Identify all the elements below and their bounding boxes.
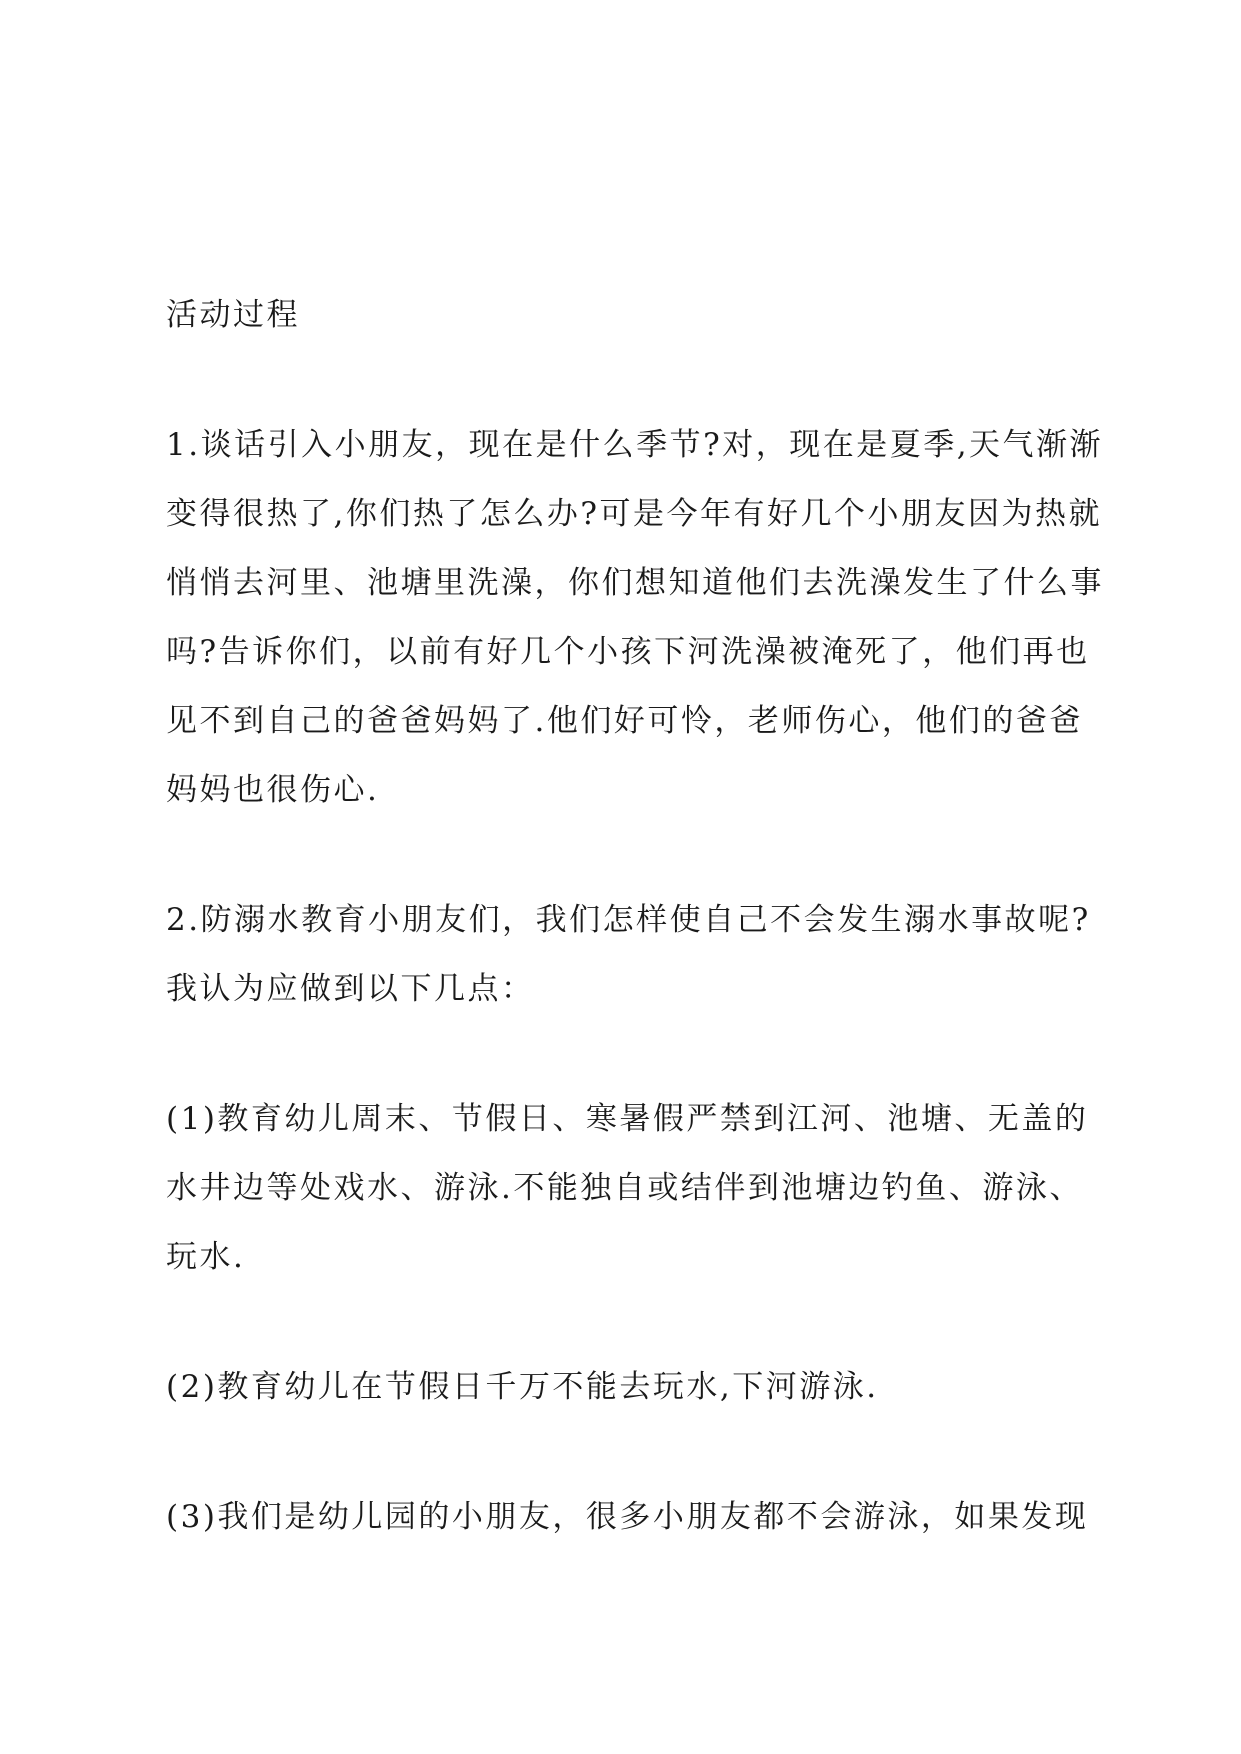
paragraph-line: (1)教育幼儿周末、节假日、寒暑假严禁到江河、池塘、无盖的 [166,1101,1089,1137]
paragraph-line: 悄悄去河里、池塘里洗澡，你们想知道他们去洗澡发生了什么事 [166,565,1104,601]
paragraph-line: 变得很热了,你们热了怎么办?可是今年有好几个小朋友因为热就 [166,496,1102,532]
paragraph-line: 吗?告诉你们，以前有好几个小孩下河洗澡被淹死了，他们再也 [166,634,1090,670]
paragraph-line: 水井边等处戏水、游泳.不能独自或结伴到池塘边钓鱼、游泳、 [166,1170,1083,1206]
paragraph-line: 1.谈话引入小朋友，现在是什么季节?对，现在是夏季,天气渐渐 [166,427,1104,463]
paragraph-line: (3)我们是幼儿园的小朋友，很多小朋友都不会游泳，如果发现 [166,1499,1089,1535]
paragraph-line: (2)教育幼儿在节假日千万不能去玩水,下河游泳. [166,1369,879,1405]
section-heading: 活动过程 [166,297,300,333]
paragraph-line: 见不到自己的爸爸妈妈了.他们好可怜，老师伤心，他们的爸爸 [166,703,1083,739]
paragraph-line: 我认为应做到以下几点： [166,971,535,1007]
paragraph-line: 妈妈也很伤心. [166,772,380,808]
paragraph-line: 玩水. [166,1239,246,1275]
paragraph-line: 2.防溺水教育小朋友们，我们怎样使自己不会发生溺水事故呢? [166,902,1091,938]
